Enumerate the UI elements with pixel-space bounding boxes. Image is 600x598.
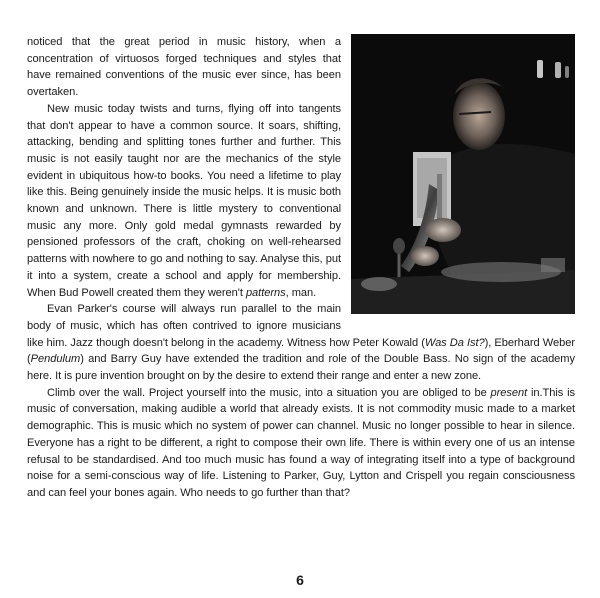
text-run: , man. bbox=[285, 286, 317, 299]
italic-title: Was Da Ist? bbox=[424, 336, 485, 349]
italic-title: Pendulum bbox=[30, 353, 81, 366]
musician-photo bbox=[351, 34, 575, 314]
page-number: 6 bbox=[296, 572, 304, 588]
italic-title: present bbox=[490, 386, 528, 399]
text-run: noticed that the great period in music history, when a concentration of virtuosos forged techniques and styles that have remained conventions of the music ever since, has been overtaken. bbox=[27, 36, 341, 99]
italic-title: patterns bbox=[245, 286, 286, 299]
text-run: New music today twists and turns, flying off into tangents that don't appear to have a common source. It soars, shifting, attacking, bending and splitting tones further and further. This music is not easily taught nor are the mechanics of the style evident in ubiquitous how-to books. You need a lifetime to play like this. Being genuinely inside the music helps. It is music both known and unknown. There is little mystery to conventional music any more. Only gold medal gymnasts rewarded by pensioned professors of the craft, choking on well-rehearsed patterns with nowhere to go and nothing to say. Analyse this, put it into a system, create a school and apply for membership. When Bud Powell created them they weren't bbox=[27, 102, 341, 299]
body-text bbox=[27, 34, 575, 502]
text-run: Climb over the wall. Project yourself into the music, into a situation you are obliged to be bbox=[47, 386, 491, 399]
text-run: ) and Barry Guy have extended the tradition and role of the Double Bass. No sign of the academy here. It is pure invention brought on by the desire to extend their range and enter a new zone. bbox=[27, 353, 575, 383]
text-run: ), Eberhard Weber ( bbox=[27, 336, 575, 366]
text-run: Evan Parker's course will always run parallel to the main body of music, which has often contrived to ignore musicians like him. Jazz though doesn't belong in the academy. Witness how Peter Kowald ( bbox=[27, 303, 425, 349]
text-run: in.This is music of conversation, making audible a world that already exists. It is not commodity music made to a market demographic. This is music which no system of power can channel. Music no longer possible to hear in silence. Everyone has a right to be different, a right to compose their own life. There is within every one of us an intense refusal to be standardised. And too much music has found a way of integrating itself into a type of background noise for a semi-conscious way of life. Listening to Parker, Guy, Lytton and Crispell you regain consciousness and can feel your bones again. Who needs to go further than that? bbox=[27, 386, 575, 499]
paragraph-4 bbox=[27, 385, 575, 502]
